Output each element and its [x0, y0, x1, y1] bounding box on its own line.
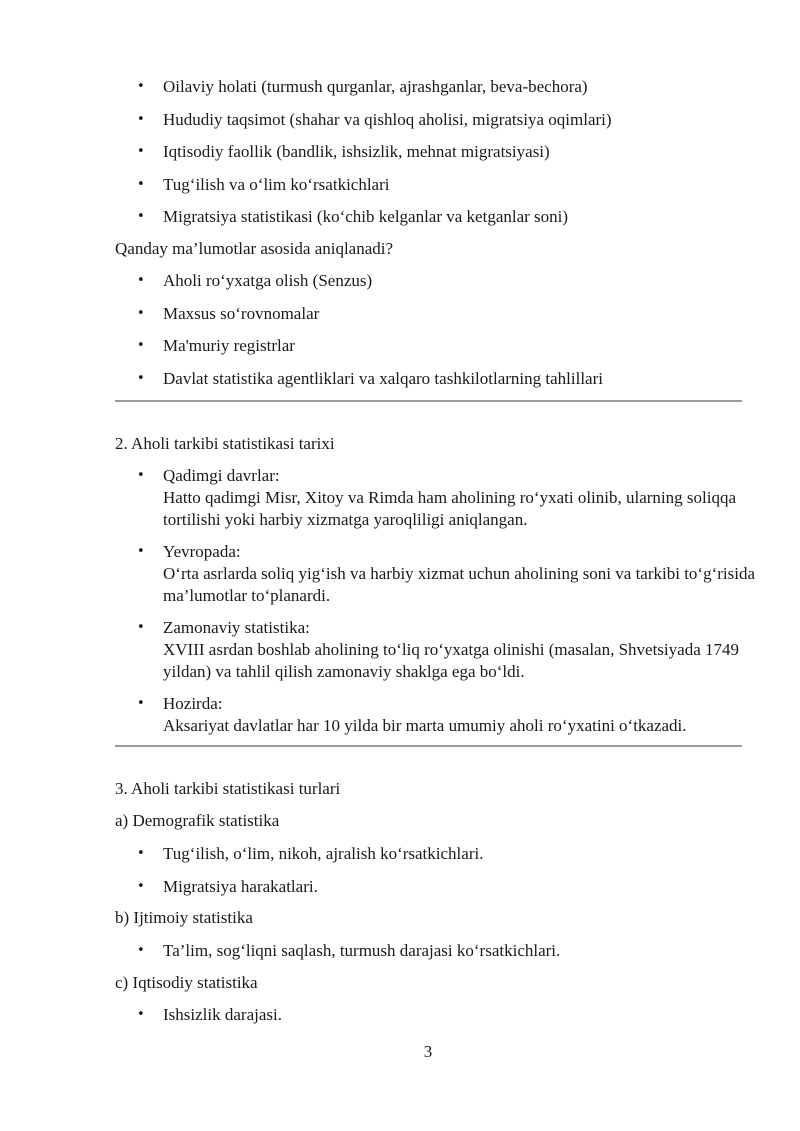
item-heading: • Hozirda: [163, 694, 223, 713]
item-text: XVIII asrdan boshlab aholining to‘liq ro‘yxatga olinishi (masalan, Shvetsiyada 1749 yildan) va tahlil qilish zamonaviy shaklga ega bo‘ldi. [163, 640, 739, 681]
list-item: • Tug‘ilish va o‘lim ko‘rsatkichlari [0, 174, 800, 196]
list-item: • Oilaviy holati (turmush qurganlar, ajrashganlar, beva-bechora) [0, 76, 800, 98]
subsection-label: c) Iqtisodiy statistika [115, 973, 258, 992]
item-heading: • Qadimgi davrlar: [163, 466, 280, 485]
question-paragraph: Qanday ma’lumotlar asosida aniqlanadi? [115, 239, 394, 258]
economic-list [0, 1004, 800, 1037]
list-item: • Migratsiya statistikasi (ko‘chib kelganlar va ketganlar soni) [0, 206, 800, 228]
sources-list [0, 270, 800, 400]
section-heading: 3. Aholi tarkibi statistikasi turlari [115, 779, 341, 798]
list-item [0, 465, 800, 531]
history-list [0, 465, 800, 747]
item-heading: • Yevropada: [163, 542, 241, 561]
page-number: 3 [423, 1042, 433, 1061]
subsection-label: b) Ijtimoiy statistika [115, 908, 253, 927]
list-item: • Iqtisodiy faollik (bandlik, ishsizlik, mehnat migratsiyasi) [0, 141, 800, 163]
demographic-list [0, 843, 800, 908]
list-item [0, 541, 800, 607]
list-item: • Maxsus so‘rovnomalar [0, 303, 800, 325]
list-item: • Hududiy taqsimot (shahar va qishloq aholisi, migratsiya oqimlari) [0, 109, 800, 131]
item-text: Hatto qadimgi Misr, Xitoy va Rimda ham aholining ro‘yxati olinib, ularning soliqqa tortilishi yoki harbiy xizmatga yaroqliligi aniqlangan. [163, 488, 736, 529]
list-item [0, 693, 800, 737]
characteristics-list [0, 76, 800, 239]
list-item [0, 617, 800, 683]
list-item: • Ishsizlik darajasi. [0, 1004, 800, 1026]
list-item: • Davlat statistika agentliklari va xalqaro tashkilotlarning tahlillari [0, 368, 800, 390]
item-text: O‘rta asrlarda soliq yig‘ish va harbiy xizmat uchun aholining soni va tarkibi to‘g‘risida ma’lumotlar to‘planardi. [163, 564, 756, 605]
horizontal-divider [115, 745, 742, 747]
list-item: • Migratsiya harakatlari. [0, 876, 800, 898]
list-item: • Ma'muriy registrlar [0, 335, 800, 357]
item-heading: • Zamonaviy statistika: [163, 618, 310, 637]
item-text: Aksariyat davlatlar har 10 yilda bir marta umumiy aholi ro‘yxatini o‘tkazadi. [163, 716, 687, 735]
subsection-label: a) Demografik statistika [115, 811, 280, 830]
list-item: • Ta’lim, sog‘liqni saqlash, turmush darajasi ko‘rsatkichlari. [0, 940, 800, 962]
section-heading: 2. Aholi tarkibi statistikasi tarixi [115, 434, 335, 453]
horizontal-divider [115, 400, 742, 402]
social-list [0, 940, 800, 973]
list-item: • Tug‘ilish, o‘lim, nikoh, ajralish ko‘rsatkichlari. [0, 843, 800, 865]
list-item: • Aholi ro‘yxatga olish (Senzus) [0, 270, 800, 292]
